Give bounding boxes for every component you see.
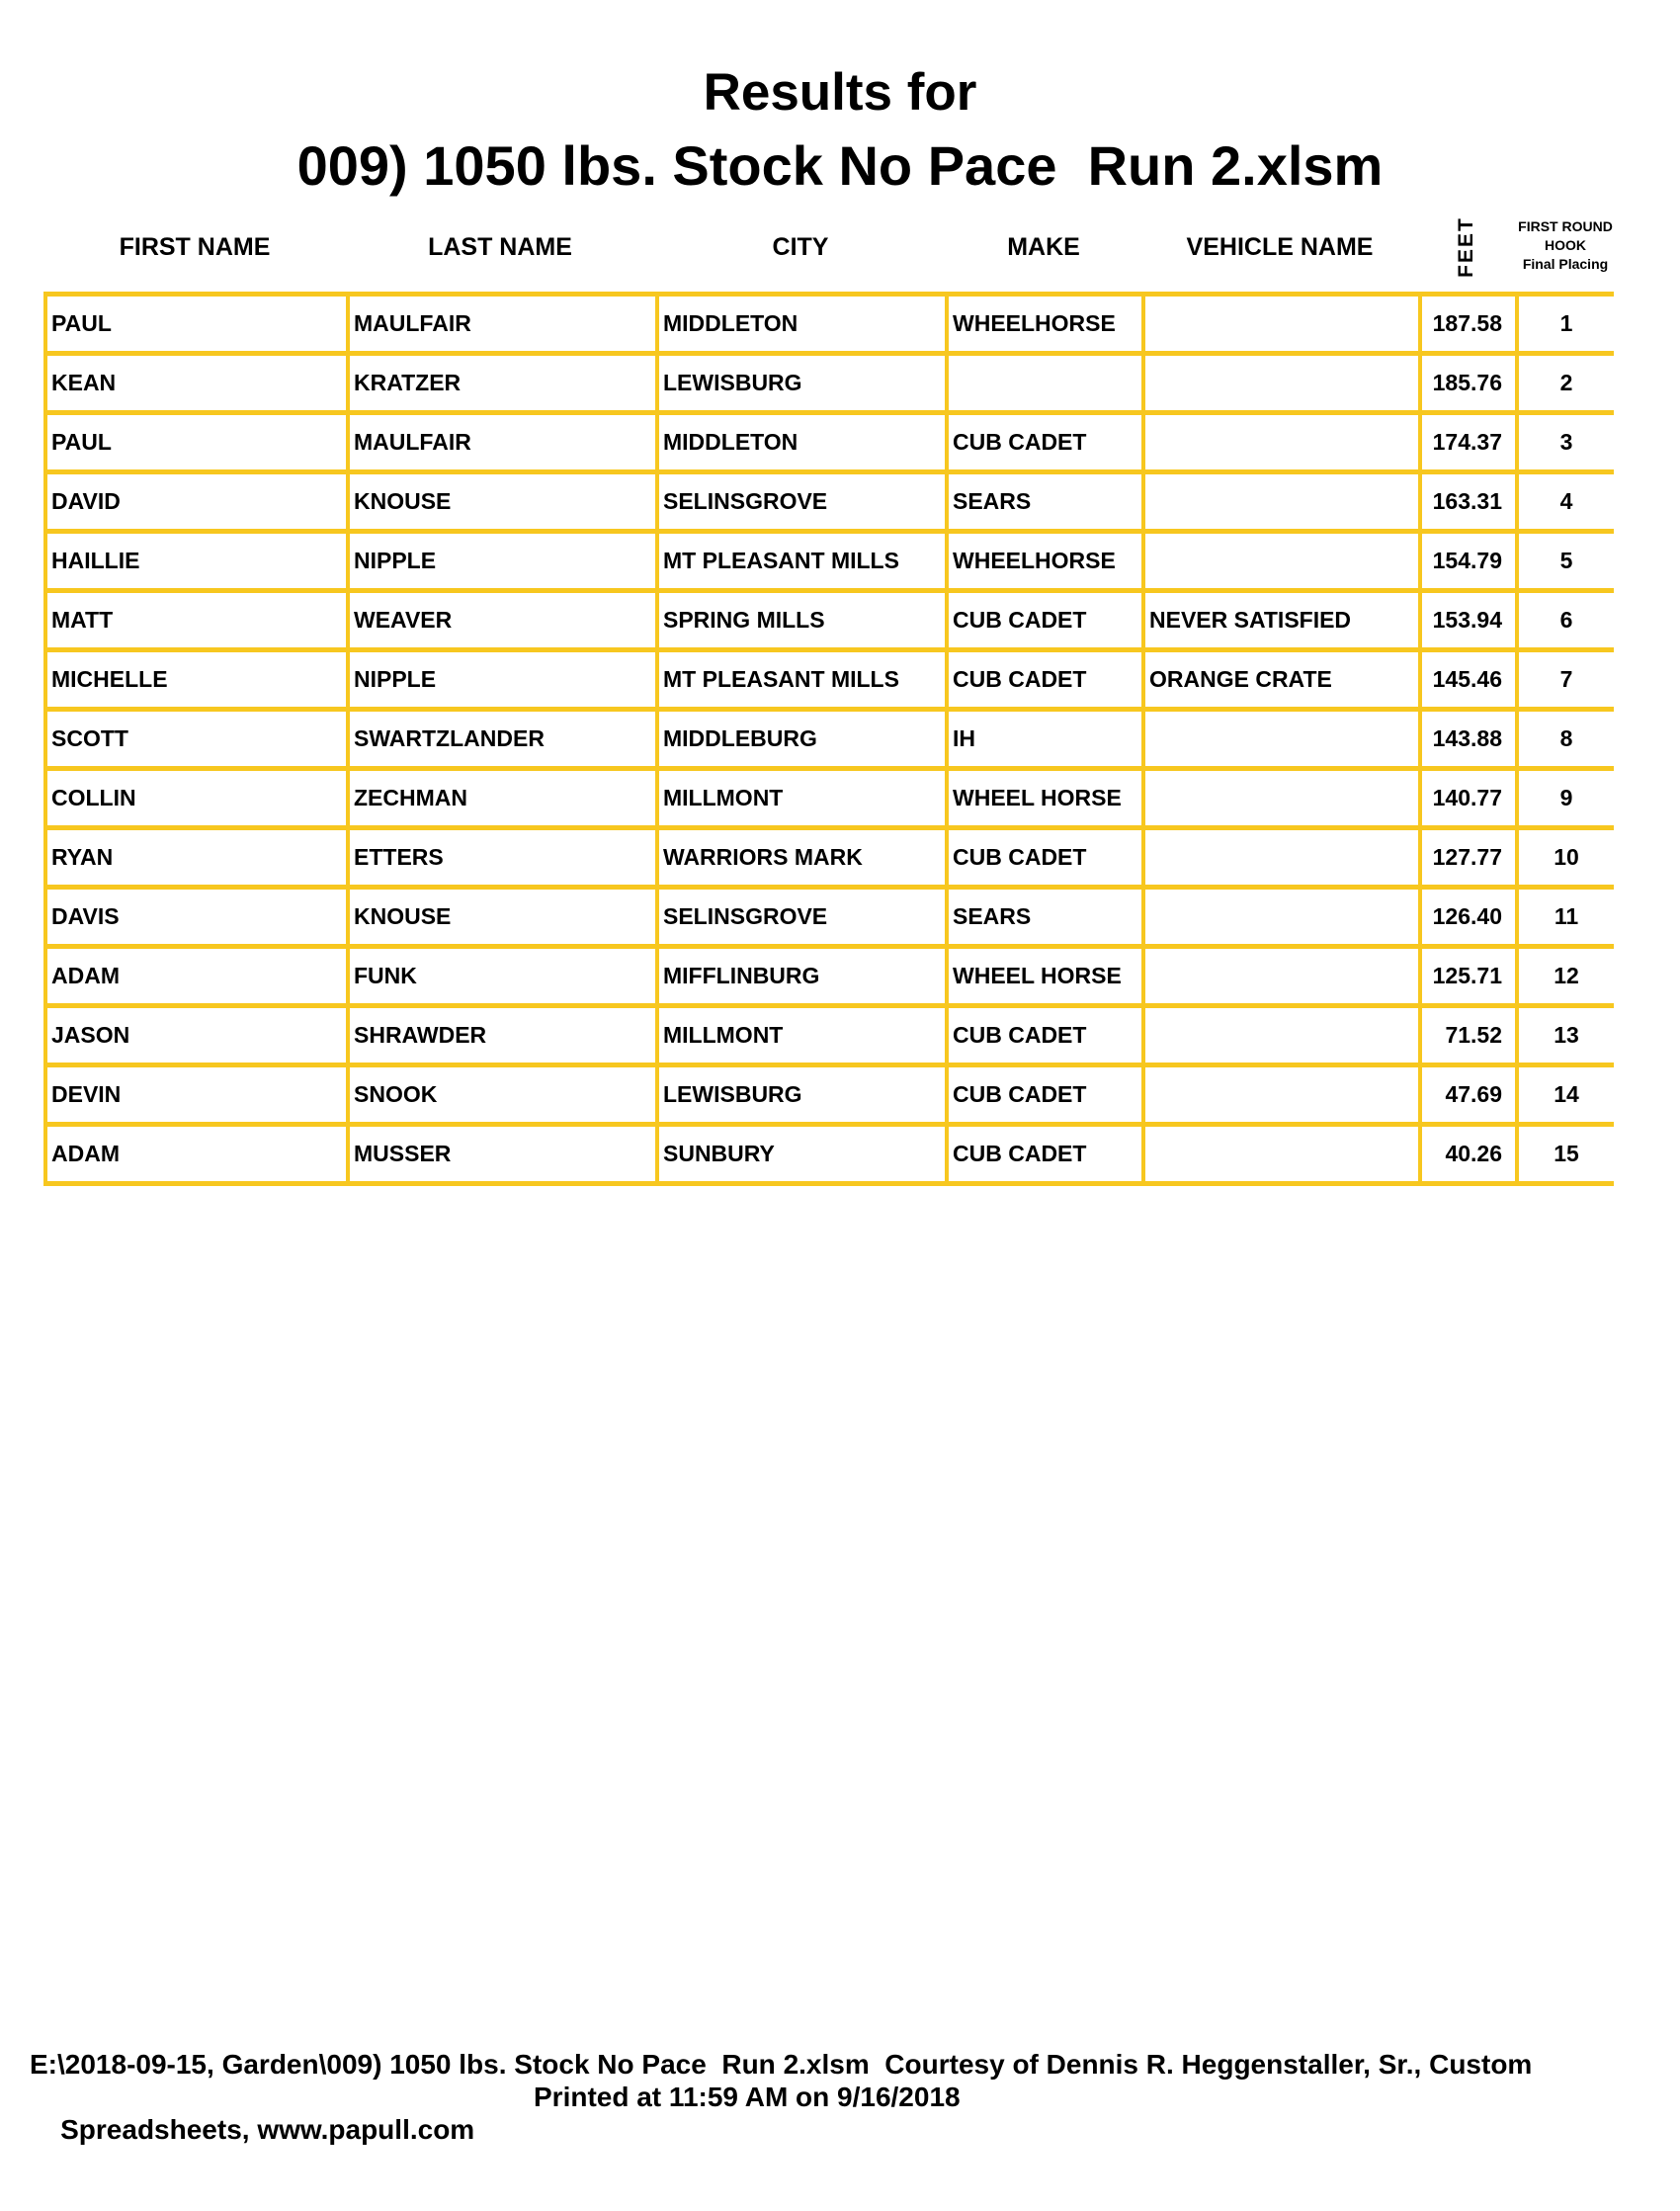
cell-feet: 154.79: [1418, 534, 1515, 593]
cell-feet: 40.26: [1418, 1127, 1515, 1186]
cell-last-name: KNOUSE: [346, 474, 655, 534]
cell-make: CUB CADET: [945, 1008, 1141, 1067]
cell-city: MIDDLETON: [655, 297, 945, 356]
column-header-final-placing: [1518, 217, 1613, 274]
cell-feet: 47.69: [1418, 1067, 1515, 1127]
cell-make: SEARS: [945, 890, 1141, 949]
cell-first-name: RYAN: [43, 830, 346, 890]
cell-last-name: SWARTZLANDER: [346, 712, 655, 771]
cell-make: CUB CADET: [945, 593, 1141, 652]
cell-first-name: DEVIN: [43, 1067, 346, 1127]
footer-printed-timestamp: Printed at 11:59 AM on 9/16/2018: [534, 2082, 961, 2112]
cell-first-name: HAILLIE: [43, 534, 346, 593]
cell-last-name: ZECHMAN: [346, 771, 655, 830]
cell-last-name: MAULFAIR: [346, 297, 655, 356]
cell-placing: 15: [1515, 1127, 1614, 1186]
cell-make: WHEEL HORSE: [945, 949, 1141, 1008]
cell-make: WHEELHORSE: [945, 534, 1141, 593]
cell-first-name: SCOTT: [43, 712, 346, 771]
cell-city: LEWISBURG: [655, 1067, 945, 1127]
cell-feet: 187.58: [1418, 297, 1515, 356]
cell-last-name: ETTERS: [346, 830, 655, 890]
page-subtitle-filename: 009) 1050 lbs. Stock No Pace Run 2.xlsm: [296, 134, 1384, 197]
cell-first-name: ADAM: [43, 1127, 346, 1186]
column-header-hook: HOOK: [1544, 237, 1586, 253]
cell-first-name: DAVIS: [43, 890, 346, 949]
cell-placing: 5: [1515, 534, 1614, 593]
cell-vehicle-name: [1141, 890, 1418, 949]
cell-city: MILLMONT: [655, 1008, 945, 1067]
cell-make: CUB CADET: [945, 830, 1141, 890]
cell-vehicle-name: [1141, 712, 1418, 771]
cell-placing: 6: [1515, 593, 1614, 652]
cell-make: CUB CADET: [945, 1067, 1141, 1127]
cell-last-name: FUNK: [346, 949, 655, 1008]
cell-last-name: NIPPLE: [346, 652, 655, 712]
cell-vehicle-name: [1141, 1067, 1418, 1127]
cell-last-name: NIPPLE: [346, 534, 655, 593]
cell-city: SUNBURY: [655, 1127, 945, 1186]
cell-feet: 145.46: [1418, 652, 1515, 712]
cell-city: MIFFLINBURG: [655, 949, 945, 1008]
cell-feet: 185.76: [1418, 356, 1515, 415]
footer-website: Spreadsheets, www.papull.com: [60, 2114, 475, 2145]
cell-placing: 10: [1515, 830, 1614, 890]
cell-vehicle-name: [1141, 1008, 1418, 1067]
results-table: [43, 292, 1614, 1186]
cell-first-name: JASON: [43, 1008, 346, 1067]
cell-city: MIDDLEBURG: [655, 712, 945, 771]
cell-feet: 71.52: [1418, 1008, 1515, 1067]
cell-placing: 2: [1515, 356, 1614, 415]
cell-vehicle-name: [1141, 771, 1418, 830]
cell-last-name: SHRAWDER: [346, 1008, 655, 1067]
cell-city: MT PLEASANT MILLS: [655, 652, 945, 712]
cell-placing: 14: [1515, 1067, 1614, 1127]
cell-vehicle-name: [1141, 474, 1418, 534]
cell-placing: 4: [1515, 474, 1614, 534]
cell-make: WHEEL HORSE: [945, 771, 1141, 830]
cell-placing: 8: [1515, 712, 1614, 771]
page-title: Results for: [703, 63, 977, 122]
cell-placing: 3: [1515, 415, 1614, 474]
cell-placing: 1: [1515, 297, 1614, 356]
cell-city: MIDDLETON: [655, 415, 945, 474]
cell-feet: 143.88: [1418, 712, 1515, 771]
cell-vehicle-name: [1141, 830, 1418, 890]
cell-first-name: ADAM: [43, 949, 346, 1008]
cell-city: SELINSGROVE: [655, 890, 945, 949]
cell-city: MT PLEASANT MILLS: [655, 534, 945, 593]
cell-vehicle-name: [1141, 356, 1418, 415]
cell-placing: 11: [1515, 890, 1614, 949]
cell-make: [945, 356, 1141, 415]
cell-feet: 140.77: [1418, 771, 1515, 830]
cell-make: CUB CADET: [945, 652, 1141, 712]
cell-make: IH: [945, 712, 1141, 771]
cell-last-name: MUSSER: [346, 1127, 655, 1186]
cell-last-name: KRATZER: [346, 356, 655, 415]
column-header-make: MAKE: [1007, 233, 1080, 261]
cell-feet: 126.40: [1418, 890, 1515, 949]
cell-make: SEARS: [945, 474, 1141, 534]
cell-vehicle-name: [1141, 415, 1418, 474]
cell-feet: 163.31: [1418, 474, 1515, 534]
cell-city: MILLMONT: [655, 771, 945, 830]
cell-feet: 153.94: [1418, 593, 1515, 652]
cell-vehicle-name: [1141, 949, 1418, 1008]
cell-make: CUB CADET: [945, 415, 1141, 474]
cell-vehicle-name: [1141, 1127, 1418, 1186]
cell-make: WHEELHORSE: [945, 297, 1141, 356]
cell-city: SPRING MILLS: [655, 593, 945, 652]
cell-city: LEWISBURG: [655, 356, 945, 415]
cell-city: WARRIORS MARK: [655, 830, 945, 890]
cell-placing: 12: [1515, 949, 1614, 1008]
cell-first-name: COLLIN: [43, 771, 346, 830]
cell-first-name: PAUL: [43, 297, 346, 356]
cell-city: SELINSGROVE: [655, 474, 945, 534]
cell-last-name: SNOOK: [346, 1067, 655, 1127]
column-header-last-name: LAST NAME: [428, 233, 572, 261]
cell-make: CUB CADET: [945, 1127, 1141, 1186]
column-header-first-round: FIRST ROUND: [1518, 218, 1613, 234]
column-header-final-placing-label: Final Placing: [1522, 256, 1609, 272]
cell-first-name: MATT: [43, 593, 346, 652]
cell-first-name: MICHELLE: [43, 652, 346, 712]
cell-placing: 7: [1515, 652, 1614, 712]
cell-vehicle-name: NEVER SATISFIED: [1141, 593, 1418, 652]
cell-last-name: WEAVER: [346, 593, 655, 652]
cell-placing: 9: [1515, 771, 1614, 830]
cell-last-name: KNOUSE: [346, 890, 655, 949]
cell-vehicle-name: [1141, 297, 1418, 356]
footer-file-path: E:\2018-09-15, Garden\009) 1050 lbs. Stock No Pace Run 2.xlsm Courtesy of Dennis R. Heggenstaller, Sr., Custom: [30, 2049, 1533, 2080]
cell-last-name: MAULFAIR: [346, 415, 655, 474]
cell-vehicle-name: ORANGE CRATE: [1141, 652, 1418, 712]
cell-feet: 174.37: [1418, 415, 1515, 474]
cell-placing: 13: [1515, 1008, 1614, 1067]
cell-feet: 127.77: [1418, 830, 1515, 890]
cell-first-name: KEAN: [43, 356, 346, 415]
column-header-vehicle-name: VEHICLE NAME: [1186, 233, 1374, 261]
cell-first-name: PAUL: [43, 415, 346, 474]
cell-vehicle-name: [1141, 534, 1418, 593]
column-header-city: CITY: [772, 233, 829, 261]
column-header-first-name: FIRST NAME: [119, 233, 271, 261]
column-header-feet-rotated: FEET: [1455, 216, 1477, 278]
cell-feet: 125.71: [1418, 949, 1515, 1008]
footer: [30, 2048, 1650, 2211]
cell-first-name: DAVID: [43, 474, 346, 534]
